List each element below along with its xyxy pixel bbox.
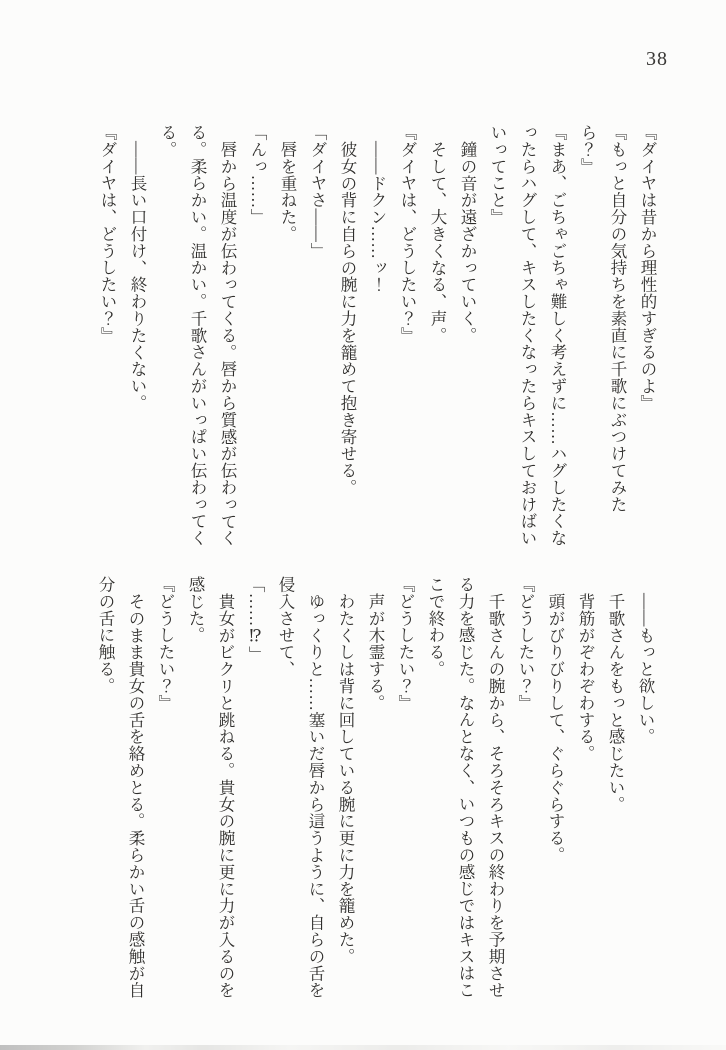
text-line: 千歌さんの腕から、そろそろキスの終わりを予期させ — [486, 592, 505, 999]
page-number: 38 — [646, 48, 668, 70]
text-line: 頭がびりびりして、ぐらぐらする。 — [546, 592, 565, 863]
text-line: わたくしは背に回している腕に更に力を籠めた。 — [336, 592, 355, 965]
text-line: 唇を重ねた。 — [278, 140, 297, 242]
text-line: こで終わる。 — [426, 576, 445, 678]
text-line: 千歌さんをもっと感じたい。 — [606, 592, 625, 813]
text-line: 『もっと自分の気持ちを素直に千歌にぶつけてみた — [608, 124, 627, 513]
text-line: ゆっくりと……塞いだ唇から這うように、自らの舌を — [306, 592, 325, 999]
text-line: 「ダイヤさ――」 — [308, 124, 327, 260]
text-line: 「んっ……」 — [248, 124, 267, 226]
text-line: そして、大きくなる、声。 — [428, 140, 447, 344]
text-line: 彼女の背に自らの腕に力を籠めて抱き寄せる。 — [338, 140, 357, 496]
text-line: る。柔らかい。温かい。千歌さんがいっぱい伝わってく — [188, 124, 207, 547]
text-line: 声が木霊する。 — [366, 592, 385, 711]
text-line: 背筋がぞわぞわする。 — [576, 592, 595, 762]
text-line: ら？』 — [578, 124, 597, 175]
text-line: 「……⁉」 — [246, 576, 265, 663]
text-line: 『ダイヤは、どうしたい？』 — [398, 124, 417, 344]
text-line: ――もっと欲しい。 — [636, 592, 655, 745]
text-line: 『どうしたい？』 — [156, 576, 175, 712]
text-line: ったらハグして、キスしたくなったらキスしておけばい — [518, 124, 537, 547]
text-line: 侵入させて、 — [276, 576, 295, 678]
text-line: 感じた。 — [186, 576, 205, 644]
text-line: ――長い口付け、終わりたくない。 — [128, 140, 147, 411]
text-line: 鐘の音が遠ざかっていく。 — [458, 140, 477, 344]
text-line: 唇から温度が伝わってくる。唇から質感が伝わってく — [218, 140, 237, 547]
bottom-text-block — [90, 576, 660, 1026]
text-line: 『どうしたい？』 — [516, 576, 535, 712]
text-line: 分の舌に触る。 — [96, 576, 115, 695]
text-line: 貴女がビクリと跳ねる。貴女の腕に更に力が入るのを — [216, 592, 235, 999]
text-line: ――ドクン……ッ！ — [368, 140, 387, 293]
text-line: 『どうしたい？』 — [396, 576, 415, 712]
text-line: 『ダイヤは昔から理性的すぎるのよ』 — [638, 124, 657, 412]
text-line: いってこと』 — [488, 124, 507, 226]
text-line: 『ダイヤは、どうしたい？』 — [98, 124, 117, 344]
top-text-block — [92, 124, 662, 572]
text-line: る力を感じた。なんとなく、いつもの感じではキスはこ — [456, 576, 475, 999]
page-bottom-edge-shadow — [0, 1045, 726, 1050]
text-line: 『まあ、ごちゃごちゃ難しく考えずに……ハグしたくな — [548, 124, 567, 547]
text-line: る。 — [158, 124, 177, 158]
text-line: そのまま貴女の舌を絡めとる。柔らかい舌の感触が自 — [126, 592, 145, 999]
